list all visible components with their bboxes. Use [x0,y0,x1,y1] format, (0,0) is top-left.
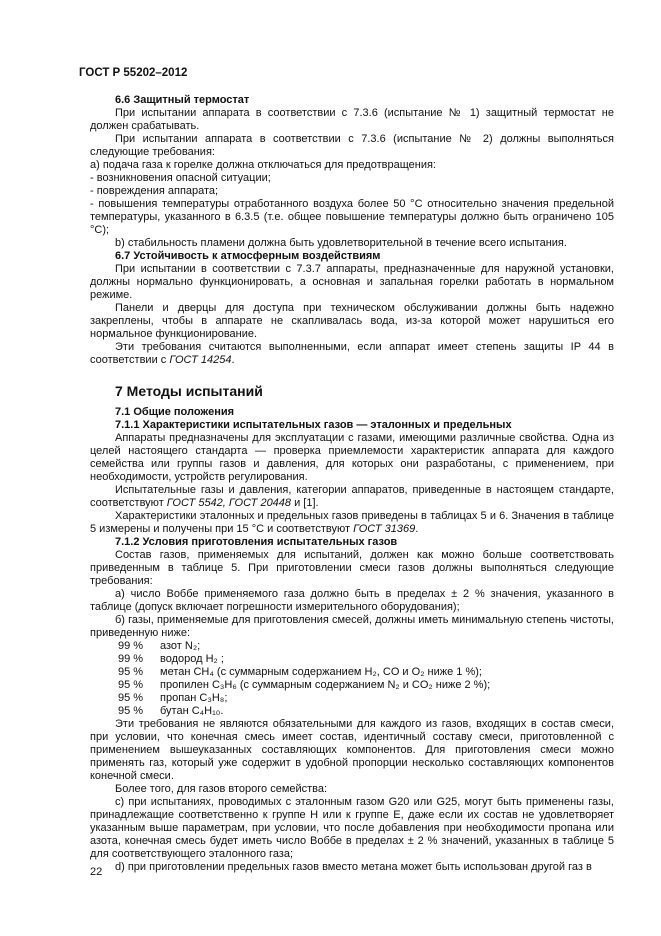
text: . [415,523,419,535]
text: Характеристики эталонных и предельных газов приведены в таблицах 5 и 6. Значения в таблице 5 измерены и получены при 15 °С и соответствуют [90,510,614,535]
purity-percent: 99 % [118,640,144,652]
section-7-title: 7 Методы испытаний [115,383,263,399]
paragraph: Состав газов, применяемых для испытаний, должен как можно больше соответствовать приведенным в таблице 5. При приготовлении смеси газов должны выполняться следующие требования: [90,549,614,587]
paragraph [90,510,614,536]
standard-reference: ГОСТ 31369 [353,523,416,535]
list-item-b: б) газы, применяемые для приготовления смесей, должны иметь минимальную степень чистоты, приведенную ниже: [90,614,614,639]
text: и [1]. [291,497,319,509]
list-item [90,705,614,718]
gas-purity-list [90,640,614,718]
gas-name: метан CH₄ (с суммарным содержанием H₂, CO и O₂ ниже 1 %); [160,666,482,678]
document-code: ГОСТ Р 55202–2012 [79,67,188,79]
standard-reference: ГОСТ 20448 [228,497,292,509]
purity-percent: 95 % [118,666,144,678]
text: Испытательные газы и давления, категории аппаратов, приведенные в настоящем стандарте, соответствуют [90,484,614,509]
list-item-a: а) число Воббе применяемого газа должно быть в пределах ± 2 % значения, указанного в таблице (допуск включает погрешности измерительного оборудования); [90,588,614,613]
list-item [90,666,614,679]
list-item-b: b) стабильность пламени должна быть удовлетворительной в течение всего испытания. [115,237,567,249]
paragraph [90,341,614,367]
purity-percent: 99 % [118,653,144,665]
list-item-c: с) при испытаниях, проводимых с эталонным газом G20 или G25, могут быть применены газы, принадлежащие соответственно к группе H или к группе E, даже если их состав не удовлетворяет указанным выше параметрам, при условии, что после добавления при необходимости пропана или азота, конечная смесь будет иметь число Воббе в пределах ± 2 % значений, указанных в таблице 5 для соответствующего эталонного газа; [90,796,614,860]
section-7-1-2-title: 7.1.2 Условия приготовления испытательных газов [115,536,398,548]
list-item-d: d) при приготовлении предельных газов вместо метана может быть использован другой газ в [115,861,592,873]
paragraph: При испытании аппарата в соответствии с 7.3.6 (испытание № 2) должны выполняться следующие требования: [90,133,614,158]
section-7-1-1-title: 7.1.1 Характеристики испытательных газов — эталонных и предельных [115,419,512,431]
standard-reference: ГОСТ 5542 [166,497,223,509]
paragraph [90,484,614,510]
paragraph: При испытании аппарата в соответствии с 7.3.6 (испытание № 1) защитный термостат не должен срабатывать. [90,107,614,132]
gas-name: пропан C₃H₈; [160,692,228,704]
section-6-7-title: 6.7 Устойчивость к атмосферным воздействиям [115,250,381,262]
gas-name: пропилен C₃H₆ (с суммарным содержанием N₂ и CO₂ ниже 2 %); [160,679,491,691]
text: . [231,354,235,366]
list-item [90,640,614,653]
page-number: 22 [90,866,103,878]
document-body [90,94,614,874]
paragraph: Более того, для газов второго семейства: [115,783,328,795]
list-item [90,692,614,705]
gas-name: бутан C₄H₁₀. [160,705,224,717]
paragraph: Панели и дверцы для доступа при техническом обслуживании должны быть надежно закреплены, чтобы в аппарате не скапливалась вода, из-за которой может нарушиться его нормальное функционирование. [90,302,614,340]
list-item [90,653,614,666]
dash-item: - повышения температуры отработанного воздуха более 50 °С относительно значения предельной температуры, указанного в 6.3.5 (т.е. общее повышение температуры должно быть ограничено 105 °С); [90,198,614,236]
purity-percent: 95 % [118,705,144,717]
gas-name: азот N₂; [160,640,201,652]
dash-item: - возникновения опасной ситуации; [90,172,271,184]
section-7-1-title: 7.1 Общие положения [115,406,235,418]
paragraph: Эти требования не являются обязательными для каждого из газов, входящих в состав смеси, при условии, что конечная смесь имеет состав, идентичный составу смеси, приготовленной с применением вышеуказанных составляющих компонентов. Для приготовления смеси можно применять газ, который уже содержит в удобной пропорции несколько составляющих компонентов конечной смеси. [90,718,614,782]
separator: , [222,497,229,509]
standard-reference: ГОСТ 14254 [169,354,232,366]
text: Эти требования считаются выполненными, если аппарат имеет степень защиты IP 44 в соответствии с [90,341,614,366]
list-item [90,679,614,692]
purity-percent: 95 % [118,679,144,691]
purity-percent: 95 % [118,692,144,704]
section-6-6-title: 6.6 Защитный термостат [115,94,250,106]
dash-item: - повреждения аппарата; [90,185,219,197]
list-item-a: а) подача газа к горелке должна отключаться для предотвращения: [90,159,436,171]
paragraph: При испытании в соответствии с 7.3.7 аппараты, предназначенные для наружной установки, должны нормально функционировать, а основная и запальная горелки работать в нормальном режиме. [90,263,614,301]
paragraph: Аппараты предназначены для эксплуатации с газами, имеющими различные свойства. Одна из целей настоящего стандарта — проверка приемлемости характеристик аппарата для каждого семейства или группы газов и давления, для которых они разработаны, с применением, при необходимости, устройств регулирования. [90,432,614,483]
gas-name: водород H₂ ; [160,653,224,665]
